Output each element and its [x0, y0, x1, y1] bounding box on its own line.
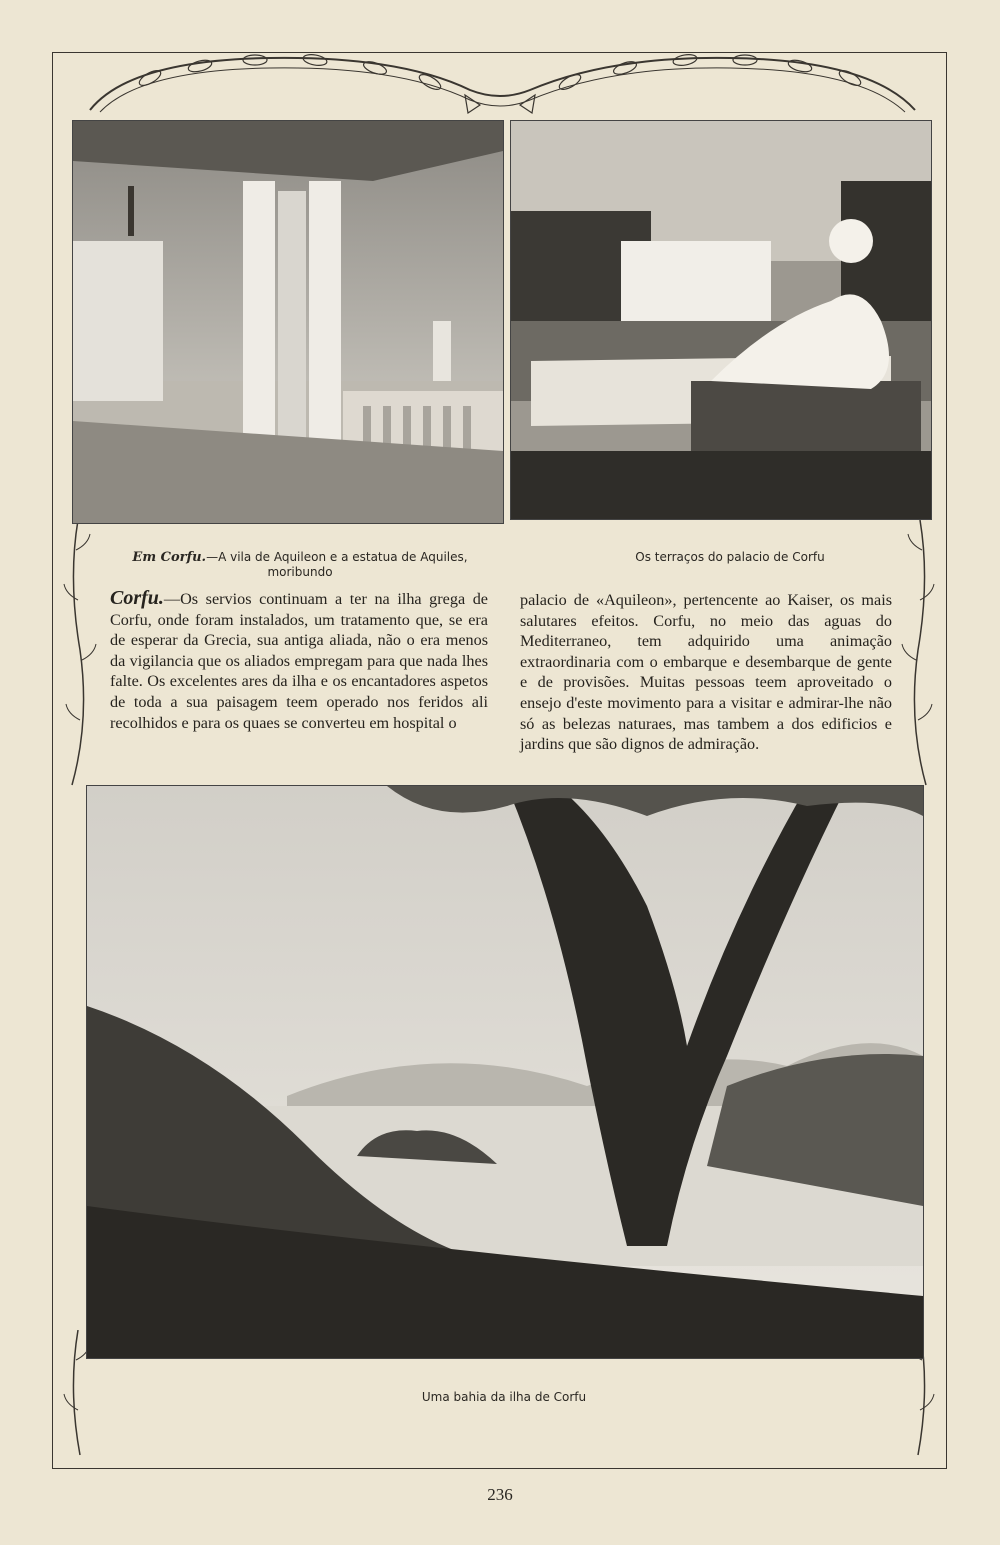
villa-caption-lead: Em Corfu. [132, 550, 207, 565]
article-column-2: palacio de «Aquileon», pertencente ao Kaiser, os mais salutares efeitos. Corfu, no meio das aguas do Mediterraneo, tem adquirido uma animação extraordinaria com o embarque e desembarque de gente e de provisões. Muitas pessoas teem aproveitado o ensejo d'este movimento para a visitar e admirar-lhe não só as belezas naturaes, mas tambem a dos edificios e jardins que são dignos de admiração. [520, 591, 892, 754]
article-lead: Corfu. [110, 587, 164, 609]
terraces-photo [510, 120, 932, 520]
bay-photo [86, 785, 924, 1359]
article-col1-text: —Os servios continuam a ter na ilha grega de Corfu, onde foram instalados, um tratamento que, se era de esperar da Grecia, sua antiga aliada, não o era menos da vigilancia que os aliados empregam para que nada lhes falte. Os excelentes ares da ilha e os encantadores aspetos de toda a sua paisagem teem operado nos feridos ali recolhidos e para os quaes se converteu em hospital o [110, 590, 488, 732]
garland-ornament [70, 40, 930, 120]
villa-caption-text: —A vila de Aquileon e a estatua de Aquiles, moribundo [206, 550, 468, 579]
left-vine-ornament [58, 520, 98, 790]
bay-caption: Uma bahia da ilha de Corfu [421, 1390, 587, 1404]
terraces-caption: Os terraços do palacio de Corfu [635, 550, 825, 564]
villa-caption [100, 550, 500, 580]
article-column-1 [110, 588, 488, 733]
page-number: 236 [487, 1485, 513, 1504]
villa-photo [72, 120, 504, 524]
